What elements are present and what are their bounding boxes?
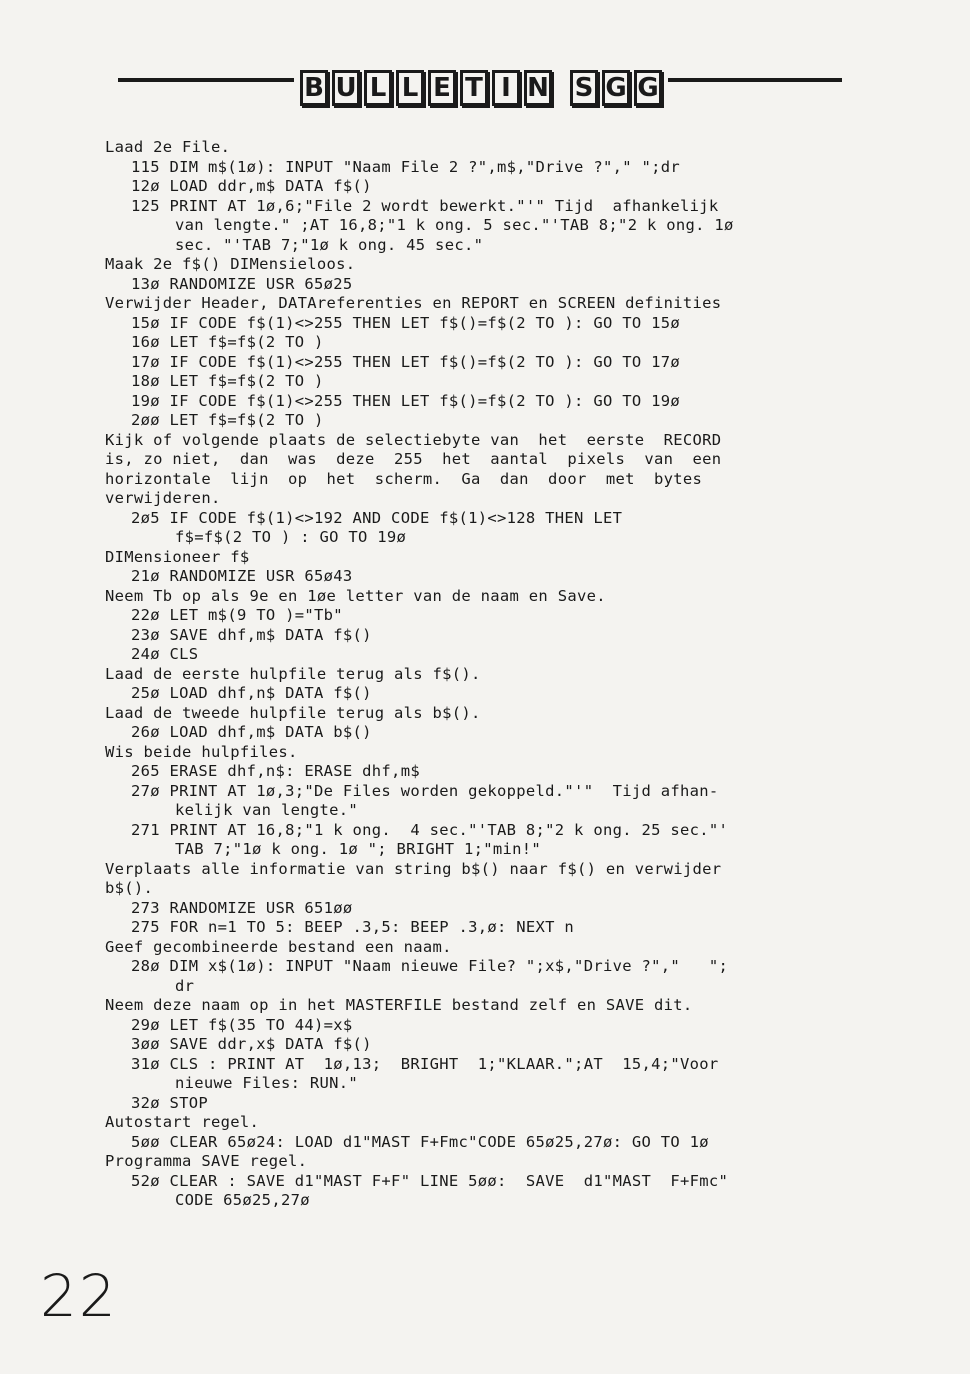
comment-line: Programma SAVE regel. <box>105 1152 308 1170</box>
code-line: 2ø5 IF CODE f$(1)<>192 AND CODE f$(1)<>128 THEN LET <box>131 508 623 527</box>
code-line: 275 FOR n=1 TO 5: BEEP .3,5: BEEP .3,ø: NEXT n <box>131 918 575 936</box>
code-continuation: nieuwe Files: RUN." <box>175 1074 359 1092</box>
comment-line: Laad 2e File. <box>105 138 231 156</box>
comment-line: DIMensioneer f$ <box>105 547 250 566</box>
masthead-title <box>294 70 668 110</box>
code-line: 18ø LET f$=f$(2 TO ) <box>131 372 324 390</box>
comment-line: horizontale lijn op het scherm. Ga dan door met bytes <box>105 469 703 488</box>
code-continuation: van lengte." ;AT 16,8;"1 k ong. 5 sec."'TAB 8;"2 k ong. 1ø <box>175 216 734 234</box>
code-line: 15ø IF CODE f$(1)<>255 THEN LET f$()=f$(2 TO ): GO TO 15ø <box>131 313 681 332</box>
comment-line: Maak 2e f$() DIMensieloos. <box>105 255 356 273</box>
code-line: 271 PRINT AT 16,8;"1 k ong. 4 sec."'TAB 8;"2 k ong. 25 sec."' <box>131 820 729 839</box>
code-continuation: CODE 65ø25,27ø <box>175 1191 310 1209</box>
code-line: 125 PRINT AT 1ø,6;"File 2 wordt bewerkt."'" Tijd afhankelijk <box>131 196 719 215</box>
code-line: 21ø RANDOMIZE USR 65ø43 <box>131 567 353 585</box>
code-continuation: TAB 7;"1ø k ong. 1ø "; BRIGHT 1;"min!" <box>175 840 542 858</box>
masthead-letter: G <box>602 70 630 106</box>
code-line: 52ø CLEAR : SAVE d1"MAST F+F" LINE 5øø: SAVE d1"MAST F+Fmc" <box>131 1171 729 1190</box>
code-line: 12ø LOAD ddr,m$ DATA f$() <box>131 177 372 195</box>
masthead-letter: I <box>492 70 520 106</box>
code-line: 29ø LET f$(35 TO 44)=x$ <box>131 1015 353 1034</box>
code-continuation: sec. "'TAB 7;"1ø k ong. 45 sec." <box>175 235 484 254</box>
code-line: 22ø LET m$(9 TO )="Tb" <box>131 606 343 624</box>
comment-line: Neem deze naam op in het MASTERFILE bestand zelf en SAVE dit. <box>105 996 693 1014</box>
code-continuation: dr <box>175 976 195 995</box>
code-line: 13ø RANDOMIZE USR 65ø25 <box>131 274 353 293</box>
code-line: 273 RANDOMIZE USR 651øø <box>131 898 353 917</box>
comment-line: Verwijder Header, DATAreferenties en REPORT en SCREEN definities <box>105 294 722 312</box>
code-line: 31ø CLS : PRINT AT 1ø,13; BRIGHT 1;"KLAAR.";AT 15,4;"Voor <box>131 1054 719 1073</box>
masthead-gap <box>556 70 566 110</box>
masthead-letter: L <box>364 70 392 106</box>
code-line: 265 ERASE dhf,n$: ERASE dhf,m$ <box>131 762 420 780</box>
masthead-letter: B <box>300 70 328 106</box>
comment-line: Autostart regel. <box>105 1113 260 1131</box>
code-continuation: kelijk van lengte." <box>175 801 359 819</box>
code-continuation: f$=f$(2 TO ) : GO TO 19ø <box>175 528 407 546</box>
code-line: 23ø SAVE dhf,m$ DATA f$() <box>131 625 372 644</box>
masthead-letter: S <box>570 70 598 106</box>
code-line: 32ø STOP <box>131 1093 209 1112</box>
masthead-letter: T <box>460 70 488 106</box>
comment-line: Laad de eerste hulpfile terug als f$(). <box>105 664 481 683</box>
masthead-letter: N <box>524 70 552 106</box>
masthead-letter: E <box>428 70 456 106</box>
code-line: 17ø IF CODE f$(1)<>255 THEN LET f$()=f$(2 TO ): GO TO 17ø <box>131 352 681 371</box>
code-line: 27ø PRINT AT 1ø,3;"De Files worden gekoppeld."'" Tijd afhan- <box>131 781 719 800</box>
comment-line: b$(). <box>105 879 154 897</box>
code-line: 2øø LET f$=f$(2 TO ) <box>131 411 324 429</box>
comment-line: Geef gecombineerde bestand een naam. <box>105 937 452 956</box>
code-line: 115 DIM m$(1ø): INPUT "Naam File 2 ?",m$,"Drive ?"," ";dr <box>131 157 681 176</box>
code-line: 26ø LOAD dhf,m$ DATA b$() <box>131 723 372 741</box>
masthead-letter: U <box>332 70 360 106</box>
code-line: 19ø IF CODE f$(1)<>255 THEN LET f$()=f$(2 TO ): GO TO 19ø <box>131 391 681 410</box>
comment-line: Verplaats alle informatie van string b$() naar f$() en verwijder <box>105 859 722 878</box>
bulletin-masthead <box>118 70 842 114</box>
page-number: 22 <box>40 1262 118 1330</box>
comment-line: Laad de tweede hulpfile terug als b$(). <box>105 703 481 722</box>
comment-line: Wis beide hulpfiles. <box>105 742 298 761</box>
code-line: 3øø SAVE ddr,x$ DATA f$() <box>131 1035 372 1053</box>
program-listing <box>105 138 850 1211</box>
code-line: 5øø CLEAR 65ø24: LOAD d1"MAST F+Fmc"CODE 65ø25,27ø: GO TO 1ø <box>131 1132 709 1151</box>
comment-line: verwijderen. <box>105 489 221 507</box>
masthead-letter: L <box>396 70 424 106</box>
code-line: 25ø LOAD dhf,n$ DATA f$() <box>131 684 372 702</box>
code-line: 16ø LET f$=f$(2 TO ) <box>131 333 324 351</box>
comment-line: is, zo niet, dan was deze 255 het aantal pixels van een <box>105 450 722 468</box>
comment-line: Kijk of volgende plaats de selectiebyte van het eerste RECORD <box>105 430 722 449</box>
masthead-letter: G <box>634 70 662 106</box>
comment-line: Neem Tb op als 9e en 1øe letter van de naam en Save. <box>105 586 606 605</box>
code-line: 28ø DIM x$(1ø): INPUT "Naam nieuwe File? ";x$,"Drive ?"," "; <box>131 957 729 975</box>
code-line: 24ø CLS <box>131 645 199 663</box>
